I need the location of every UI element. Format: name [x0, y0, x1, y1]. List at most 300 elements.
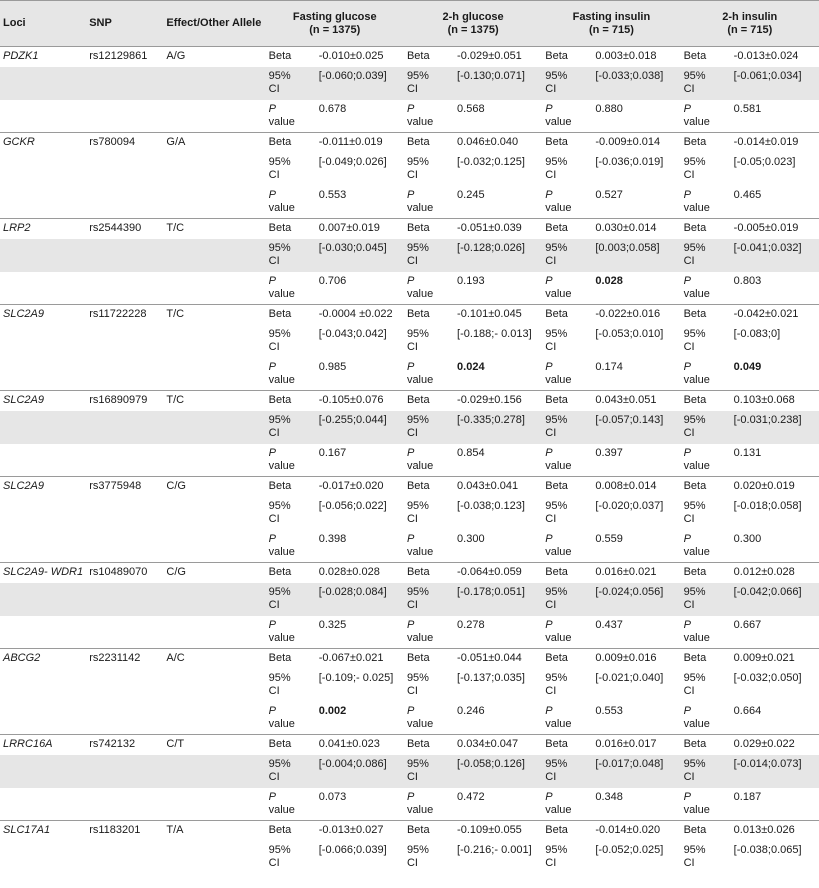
p-label-line2: value [683, 803, 710, 816]
empty-cell [0, 325, 86, 358]
header-fasting-glucose [266, 1, 404, 47]
ci-value: [-0.178;0.051] [454, 583, 542, 616]
snp-cell: rs780094 [86, 133, 163, 153]
ci-value: [-0.128;0.026] [454, 239, 542, 272]
table-row-beta [0, 649, 819, 669]
p-label-line2: value [268, 115, 295, 128]
ci-label-line1: 95% [268, 585, 291, 598]
p-label [404, 358, 454, 391]
empty-cell [86, 186, 163, 219]
p-value: 0.278 [457, 618, 485, 631]
p-label-line1: P [683, 102, 691, 115]
beta-value: 0.016±0.021 [592, 563, 680, 583]
ci-value: [-0.043;0.042] [318, 327, 387, 340]
table-row-ci [0, 153, 819, 186]
p-label-line2: value [683, 545, 710, 558]
ci-label [542, 325, 592, 358]
p-label [681, 444, 731, 477]
ci-label-line1: 95% [545, 155, 568, 168]
ci-value: [-0.216;- 0.001] [457, 843, 532, 856]
p-label-line2: value [545, 201, 572, 214]
snp-cell: rs16890979 [86, 391, 163, 411]
p-label-line1: P [545, 102, 553, 115]
beta-value: 0.030±0.014 [592, 219, 680, 239]
allele-cell: T/C [163, 391, 265, 411]
table-row-p [0, 616, 819, 649]
ci-label-line1: 95% [268, 327, 291, 340]
p-value: 0.854 [457, 446, 485, 459]
beta-value: -0.022±0.016 [592, 305, 680, 325]
beta-value: 0.007±0.019 [316, 219, 404, 239]
empty-cell [0, 153, 86, 186]
ci-value: [-0.188;- 0.013] [457, 327, 532, 340]
table-row-beta [0, 305, 819, 325]
empty-cell [86, 325, 163, 358]
p-label [542, 702, 592, 735]
ci-label-line1: 95% [683, 241, 706, 254]
ci-label-line2: CI [683, 82, 695, 95]
ci-label [266, 411, 316, 444]
p-label [542, 616, 592, 649]
p-value: 0.880 [595, 102, 623, 115]
allele-cell: T/C [163, 219, 265, 239]
empty-cell [163, 153, 265, 186]
p-label [542, 272, 592, 305]
p-value: 0.553 [595, 704, 623, 717]
p-value: 0.465 [733, 188, 762, 201]
beta-label: Beta [404, 133, 454, 153]
table-row-p [0, 702, 819, 735]
ci-label [542, 153, 592, 186]
ci-value: [-0.083;0] [733, 327, 781, 340]
empty-cell [0, 530, 86, 563]
beta-value: -0.051±0.039 [454, 219, 542, 239]
empty-cell [86, 616, 163, 649]
ci-label [404, 153, 454, 186]
p-label [681, 530, 731, 563]
empty-cell [86, 411, 163, 444]
ci-label [542, 239, 592, 272]
p-label-line2: value [406, 803, 434, 816]
table-row-p [0, 186, 819, 219]
p-label [266, 186, 316, 219]
p-label-line1: P [406, 102, 415, 115]
ci-label-line2: CI [268, 770, 280, 783]
ci-label-line2: CI [268, 82, 280, 95]
beta-value: -0.029±0.156 [454, 391, 542, 411]
p-label-line1: P [268, 360, 276, 373]
ci-label-line1: 95% [406, 757, 429, 770]
table-row-p [0, 444, 819, 477]
ci-label [266, 669, 316, 702]
p-label-line1: P [683, 360, 691, 373]
ci-label-line1: 95% [545, 499, 568, 512]
ci-label-line2: CI [406, 254, 418, 267]
ci-label-line1: 95% [545, 413, 568, 426]
p-value: 0.397 [595, 446, 623, 459]
ci-label [542, 411, 592, 444]
ci-label-line1: 95% [268, 499, 291, 512]
ci-label-line1: 95% [268, 671, 291, 684]
p-label-line2: value [545, 115, 572, 128]
ci-label [404, 239, 454, 272]
beta-label: Beta [404, 821, 454, 841]
ci-value: [-0.020;0.037] [595, 499, 664, 512]
p-value: 0.193 [457, 274, 485, 287]
locus-cell: LRRC16A [0, 735, 86, 755]
header-allele: Effect/Other Allele [163, 1, 265, 47]
ci-label-line2: CI [545, 82, 557, 95]
ci-value: [-0.137;0.035] [457, 671, 525, 684]
empty-cell [0, 841, 86, 874]
empty-cell [163, 325, 265, 358]
beta-value: -0.013±0.027 [316, 821, 404, 841]
empty-cell [163, 444, 265, 477]
locus-cell: SLC17A1 [0, 821, 86, 841]
ci-label-line1: 95% [545, 757, 568, 770]
ci-value: [-0.335;0.278] [454, 411, 542, 444]
allele-cell: T/A [163, 821, 265, 841]
beta-label: Beta [542, 477, 592, 497]
snp-cell: rs12129861 [86, 47, 163, 67]
p-value: 0.398 [318, 532, 347, 545]
beta-value: 0.009±0.021 [731, 649, 819, 669]
empty-cell [163, 411, 265, 444]
ci-label-line2: CI [683, 512, 695, 525]
p-label-line2: value [545, 803, 572, 816]
empty-cell [86, 702, 163, 735]
p-value: 0.667 [733, 618, 762, 631]
ci-label [266, 583, 316, 616]
ci-label [404, 325, 454, 358]
header-fasting-insulin [542, 1, 680, 47]
table-row-beta [0, 821, 819, 841]
ci-label [266, 239, 316, 272]
empty-cell [163, 702, 265, 735]
beta-label: Beta [681, 735, 731, 755]
ci-value: [-0.049;0.026] [318, 155, 387, 168]
p-label-line2: value [683, 201, 710, 214]
ci-label-line2: CI [268, 684, 280, 697]
ci-label [542, 497, 592, 530]
beta-value: -0.013±0.024 [731, 47, 819, 67]
beta-label: Beta [266, 305, 316, 325]
beta-value: -0.105±0.076 [316, 391, 404, 411]
beta-value: 0.008±0.014 [592, 477, 680, 497]
beta-label: Beta [266, 735, 316, 755]
table-row-p [0, 358, 819, 391]
ci-value: [-0.038;0.065] [733, 843, 802, 856]
ci-label-line1: 95% [268, 69, 291, 82]
empty-cell [86, 100, 163, 133]
p-label-line2: value [683, 631, 710, 644]
empty-cell [86, 67, 163, 100]
p-label-line1: P [268, 102, 276, 115]
ci-label-line2: CI [545, 254, 557, 267]
ci-label-line2: CI [683, 856, 695, 869]
ci-label [404, 67, 454, 100]
p-label-line2: value [545, 545, 572, 558]
p-label-line1: P [683, 446, 691, 459]
p-label-line1: P [268, 274, 276, 287]
p-label-line1: P [406, 360, 415, 373]
beta-value: 0.003±0.018 [592, 47, 680, 67]
p-label [681, 788, 731, 821]
ci-label-line2: CI [406, 82, 418, 95]
empty-cell [86, 583, 163, 616]
p-label [266, 272, 316, 305]
p-label-line1: P [268, 618, 276, 631]
ci-label [266, 67, 316, 100]
p-label [542, 186, 592, 219]
p-value: 0.803 [733, 274, 762, 287]
ci-value: [-0.032;0.125] [457, 155, 525, 168]
p-value: 0.002 [318, 704, 347, 717]
p-label-line1: P [406, 618, 415, 631]
snp-cell: rs742132 [86, 735, 163, 755]
table-row-p [0, 272, 819, 305]
p-label-line2: value [545, 717, 572, 730]
ci-label-line1: 95% [268, 413, 291, 426]
p-label-line1: P [545, 446, 553, 459]
ci-label-line2: CI [268, 512, 280, 525]
beta-value: 0.013±0.026 [731, 821, 819, 841]
empty-cell [163, 100, 265, 133]
beta-label: Beta [681, 305, 731, 325]
ci-value: [-0.033;0.038] [592, 67, 680, 100]
table-row-ci [0, 841, 819, 874]
locus-cell: PDZK1 [0, 47, 86, 67]
ci-label-line1: 95% [406, 413, 429, 426]
p-label [404, 444, 454, 477]
beta-label: Beta [266, 821, 316, 841]
header-group-title: Fasting insulin [572, 10, 651, 23]
beta-label: Beta [542, 563, 592, 583]
table-row-p [0, 100, 819, 133]
ci-label-line1: 95% [683, 499, 706, 512]
beta-value: 0.012±0.028 [731, 563, 819, 583]
p-value: 0.073 [318, 790, 347, 803]
ci-label [542, 669, 592, 702]
p-value: 0.527 [595, 188, 623, 201]
ci-label-line1: 95% [545, 241, 568, 254]
allele-cell: A/G [163, 47, 265, 67]
ci-label [681, 239, 731, 272]
ci-label [404, 583, 454, 616]
table-row-ci [0, 67, 819, 100]
empty-cell [86, 755, 163, 788]
ci-label-line1: 95% [406, 843, 429, 856]
table-row-ci [0, 755, 819, 788]
p-label [266, 530, 316, 563]
p-label-line1: P [545, 188, 553, 201]
snp-cell: rs11722228 [86, 305, 163, 325]
p-label-line2: value [268, 803, 295, 816]
empty-cell [163, 358, 265, 391]
allele-cell: C/G [163, 563, 265, 583]
ci-label [404, 841, 454, 874]
p-value: 0.678 [318, 102, 347, 115]
locus-cell: SLC2A9 [0, 391, 86, 411]
empty-cell [86, 358, 163, 391]
p-label-line2: value [268, 373, 295, 386]
ci-value: [-0.004;0.086] [316, 755, 404, 788]
ci-value: [-0.130;0.071] [454, 67, 542, 100]
beta-label: Beta [681, 649, 731, 669]
header-2h-glucose [404, 1, 542, 47]
table-row-ci [0, 497, 819, 530]
p-label-line2: value [683, 459, 710, 472]
allele-cell: G/A [163, 133, 265, 153]
ci-label-line2: CI [406, 598, 418, 611]
ci-label-line1: 95% [683, 843, 706, 856]
beta-label: Beta [266, 649, 316, 669]
ci-label [681, 755, 731, 788]
p-label [542, 530, 592, 563]
ci-value: [-0.014;0.073] [731, 755, 819, 788]
ci-label-line2: CI [268, 426, 280, 439]
beta-label: Beta [542, 133, 592, 153]
beta-value: -0.101±0.045 [454, 305, 542, 325]
p-label-line1: P [406, 188, 415, 201]
empty-cell [0, 444, 86, 477]
p-label [681, 702, 731, 735]
p-label [266, 702, 316, 735]
beta-value: -0.011±0.019 [316, 133, 404, 153]
p-value: 0.553 [318, 188, 347, 201]
empty-cell [86, 841, 163, 874]
beta-label: Beta [404, 391, 454, 411]
empty-cell [163, 616, 265, 649]
p-value: 0.706 [318, 274, 347, 287]
beta-label: Beta [681, 47, 731, 67]
ci-label [266, 497, 316, 530]
table-row-ci [0, 325, 819, 358]
locus-cell: LRP2 [0, 219, 86, 239]
empty-cell [0, 411, 86, 444]
table-row-p [0, 530, 819, 563]
beta-value: -0.051±0.044 [454, 649, 542, 669]
locus-cell: GCKR [0, 133, 86, 153]
beta-value: 0.041±0.023 [316, 735, 404, 755]
p-label-line2: value [268, 631, 295, 644]
locus-cell: SLC2A9 [0, 305, 86, 325]
ci-label-line1: 95% [683, 757, 706, 770]
p-value: 0.245 [457, 188, 485, 201]
beta-value: 0.103±0.068 [731, 391, 819, 411]
ci-label-line1: 95% [545, 843, 568, 856]
ci-label [266, 841, 316, 874]
allele-cell: A/C [163, 649, 265, 669]
p-label [542, 788, 592, 821]
ci-label-line2: CI [406, 770, 418, 783]
ci-value: [-0.032;0.050] [733, 671, 802, 684]
empty-cell [86, 788, 163, 821]
ci-label-line1: 95% [268, 843, 291, 856]
p-label-line2: value [406, 115, 434, 128]
p-value: 0.028 [595, 274, 623, 287]
ci-label-line2: CI [683, 340, 695, 353]
ci-value: [-0.036;0.019] [595, 155, 664, 168]
ci-value: [-0.109;- 0.025] [318, 671, 394, 684]
ci-value: [-0.060;0.039] [316, 67, 404, 100]
p-label-line1: P [683, 188, 691, 201]
p-label-line2: value [545, 373, 572, 386]
p-label-line2: value [406, 631, 434, 644]
ci-label-line2: CI [545, 168, 557, 181]
empty-cell [86, 444, 163, 477]
header-group-title: 2-h glucose [442, 10, 504, 23]
ci-label [404, 411, 454, 444]
p-label-line1: P [268, 790, 276, 803]
beta-label: Beta [542, 735, 592, 755]
p-label-line2: value [683, 115, 710, 128]
beta-label: Beta [266, 219, 316, 239]
p-value: 0.300 [457, 532, 485, 545]
locus-cell: ABCG2 [0, 649, 86, 669]
table-row-beta [0, 477, 819, 497]
table-row-p [0, 788, 819, 821]
ci-label [681, 583, 731, 616]
ci-label [266, 755, 316, 788]
ci-value: [-0.058;0.126] [454, 755, 542, 788]
p-label [681, 272, 731, 305]
ci-label [266, 153, 316, 186]
table-row-ci [0, 239, 819, 272]
p-label-line1: P [268, 446, 276, 459]
p-label-line2: value [406, 287, 434, 300]
p-label-line1: P [545, 704, 553, 717]
p-label-line1: P [545, 274, 553, 287]
ci-label-line1: 95% [683, 155, 706, 168]
ci-label [681, 841, 731, 874]
ci-label-line1: 95% [683, 327, 706, 340]
p-label-line2: value [406, 717, 434, 730]
beta-label: Beta [404, 735, 454, 755]
ci-value: [-0.038;0.123] [457, 499, 525, 512]
empty-cell [163, 239, 265, 272]
beta-label: Beta [542, 649, 592, 669]
beta-value: -0.067±0.021 [316, 649, 404, 669]
beta-label: Beta [404, 477, 454, 497]
p-label-line2: value [545, 631, 572, 644]
p-value: 0.049 [733, 360, 762, 373]
ci-label-line2: CI [268, 254, 280, 267]
ci-value: [-0.021;0.040] [595, 671, 664, 684]
beta-label: Beta [266, 47, 316, 67]
beta-value: -0.014±0.020 [592, 821, 680, 841]
p-label-line1: P [268, 532, 276, 545]
p-value: 0.348 [595, 790, 623, 803]
ci-value: [-0.030;0.045] [316, 239, 404, 272]
ci-label [681, 411, 731, 444]
p-label-line2: value [545, 459, 572, 472]
ci-label [681, 497, 731, 530]
empty-cell [86, 669, 163, 702]
empty-cell [0, 788, 86, 821]
p-label-line1: P [683, 790, 691, 803]
ci-label [681, 325, 731, 358]
p-label-line1: P [545, 360, 553, 373]
header-2h-insulin [681, 1, 819, 47]
beta-label: Beta [542, 305, 592, 325]
table-row-beta [0, 219, 819, 239]
beta-label: Beta [681, 219, 731, 239]
table-row-beta [0, 563, 819, 583]
ci-label-line2: CI [545, 598, 557, 611]
p-label-line1: P [545, 532, 553, 545]
ci-value: [-0.042;0.066] [731, 583, 819, 616]
